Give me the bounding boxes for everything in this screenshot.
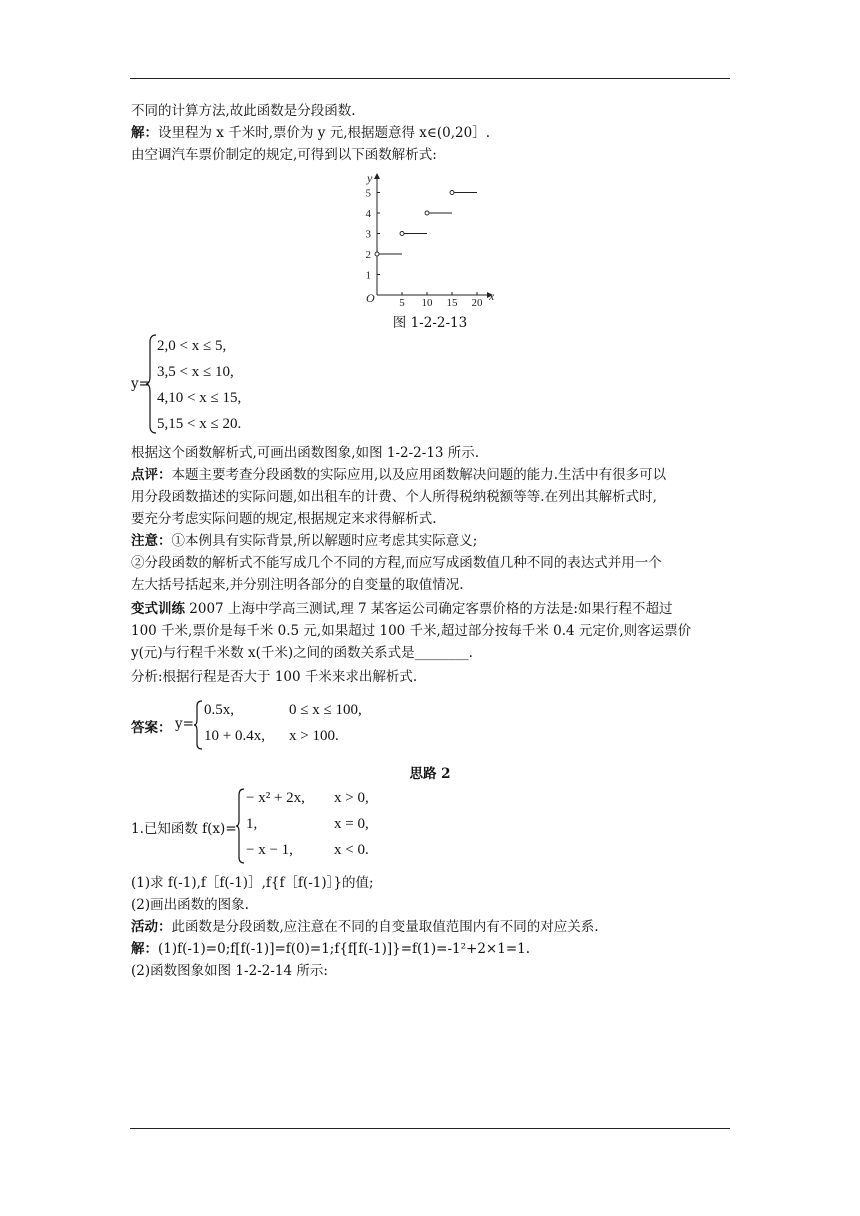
- y-tick-label: 2: [365, 249, 371, 261]
- section-heading: 思路 2: [409, 766, 451, 782]
- question-prefix: 1.已知函数 f(x)=: [131, 821, 237, 837]
- question-part: (1)求 f(-1),f［f(-1)］,f{f［f(-1)］}的值;: [131, 875, 374, 891]
- origin-label: O: [366, 291, 375, 305]
- analysis-line: 分析:根据行程是否大于 100 千米来求出解析式.: [131, 669, 418, 685]
- eq1-case: 5,15 < x ≤ 20.: [157, 416, 242, 432]
- eq3-expr: − x − 1,: [246, 842, 293, 858]
- figure-caption: 图 1-2-2-13: [392, 315, 468, 331]
- eq3-expr: − x² + 2x,: [246, 790, 305, 806]
- step-function-chart: [360, 168, 510, 308]
- activity-line: [131, 918, 599, 936]
- x-tick-label: 15: [446, 297, 458, 308]
- solution-label: 解：: [131, 941, 158, 957]
- comment-text: 本题主要考查分段函数的实际应用,以及应用函数解决问题的能力.生活中有很多可以: [171, 467, 667, 483]
- eq3-cond: x < 0.: [334, 842, 369, 858]
- eq2-expr: 0.5x,: [204, 702, 234, 718]
- text-line: 根据这个函数解析式,可画出函数图象,如图 1-2-2-13 所示.: [131, 445, 480, 461]
- text-line: 由空调汽车票价制定的规定,可得到以下函数解析式:: [131, 147, 437, 163]
- open-endpoint: [400, 232, 404, 236]
- eq3-brace: [235, 788, 245, 864]
- eq1-brace: [145, 334, 157, 434]
- y-tick-label: 3: [365, 228, 371, 241]
- text-line: 100 千米,票价是每千米 0.5 元,如果超过 100 千米,超过部分按每千米 0.4 元定价,则客运票价: [131, 623, 692, 639]
- note-text: ①本例具有实际背景,所以解题时应考虑其实际意义;: [171, 533, 478, 549]
- exercise-text: 2007 上海中学高三测试,理 7 某客运公司确定客票价格的方法是:如果行程不超过: [185, 601, 673, 617]
- eq2-cond: 0 ≤ x ≤ 100,: [289, 702, 362, 718]
- eq3-cond: x > 0,: [334, 790, 369, 806]
- eq2-prefix: y=: [175, 716, 194, 732]
- comment-line: [131, 466, 666, 484]
- open-endpoint: [375, 252, 379, 256]
- note-label: 注意：: [131, 533, 172, 549]
- activity-label: 活动：: [131, 919, 172, 935]
- eq1-prefix: y=: [131, 376, 150, 392]
- x-axis-label: x: [489, 289, 495, 303]
- note-line: [131, 532, 477, 550]
- question-part: (2)画出函数的图象.: [131, 897, 249, 913]
- exercise-label: 变式训练: [131, 601, 185, 617]
- text-line: 用分段函数描述的实际问题,如出租车的计费、个人所得税纳税额等等.在列出其解析式时,: [131, 489, 657, 505]
- header-rule: [130, 78, 730, 79]
- text-line: 不同的计算方法,故此函数是分段函数.: [131, 103, 356, 119]
- footer-rule: [130, 1128, 730, 1129]
- comment-label: 点评：: [131, 467, 172, 483]
- solution-line: [131, 940, 530, 958]
- exercise-line: [131, 600, 672, 618]
- x-tick-label: 20: [471, 297, 483, 308]
- eq1-case: 4,10 < x ≤ 15,: [157, 390, 242, 406]
- open-endpoint: [450, 191, 454, 195]
- text-line: 要充分考虑实际问题的规定,根据规定来求得解析式.: [131, 511, 437, 527]
- solution-text: (1)f(-1)=0;f[f(-1)]=f(0)=1;f{f[f(-1)]}=f(1)=-1²+2×1=1.: [158, 941, 531, 957]
- x-tick-label: 10: [421, 297, 433, 308]
- eq2-cond: x > 100.: [289, 728, 339, 744]
- eq1-case: 3,5 < x ≤ 10,: [157, 364, 234, 380]
- equation-1: [131, 332, 331, 440]
- y-tick-label: 4: [365, 208, 371, 220]
- y-tick-label: 1: [365, 269, 371, 282]
- question-equation: [131, 786, 531, 866]
- answer-equation: [131, 698, 431, 754]
- answer-label: 答案：: [131, 720, 172, 736]
- eq2-expr: 10 + 0.4x,: [204, 728, 265, 744]
- open-endpoint: [425, 211, 429, 215]
- eq3-cond: x = 0,: [334, 816, 369, 832]
- y-tick-label: 5: [365, 187, 371, 200]
- eq3-expr: 1,: [246, 816, 258, 832]
- solution-label: 解：: [131, 125, 158, 141]
- solution-text: 设里程为 x 千米时,票价为 y 元,根据题意得 x∈(0,20］.: [158, 125, 491, 141]
- text-line: 左大括号括起来,并分别注明各部分的自变量的取值情况.: [131, 577, 464, 593]
- text-line: y(元)与行程千米数 x(千米)之间的函数关系式是________.: [131, 645, 473, 661]
- text-line: (2)函数图象如图 1-2-2-14 所示:: [131, 963, 328, 979]
- text-line: ②分段函数的解析式不能写成几个不同的方程,而应写成函数值几种不同的表达式并用一个: [131, 555, 662, 571]
- activity-text: 此函数是分段函数,应注意在不同的自变量取值范围内有不同的对应关系.: [171, 919, 599, 935]
- y-axis-label: y: [367, 171, 373, 185]
- solution-line: [131, 124, 490, 142]
- x-tick-label: 5: [399, 297, 405, 308]
- eq1-case: 2,0 < x ≤ 5,: [157, 338, 227, 354]
- eq2-brace: [193, 700, 203, 750]
